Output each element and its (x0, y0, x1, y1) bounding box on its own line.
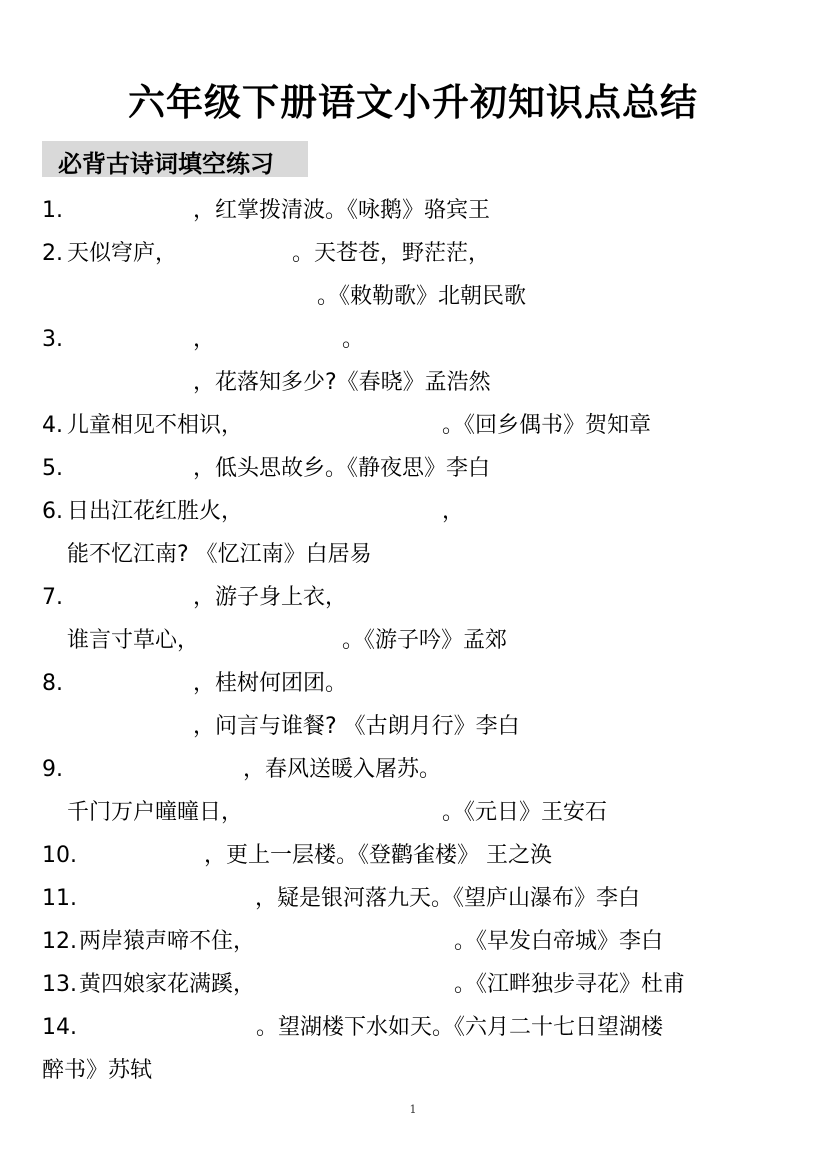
poem-line-4-number: 4. (42, 413, 63, 438)
poem-line-14-text: 。望湖楼下水如天。《六月二十七日望湖楼 (256, 1015, 664, 1040)
poem-line-4-text-b: 。《回乡偶书》贺知章 (442, 413, 652, 438)
poem-line-10-text: ，更上一层楼。《登鹳雀楼》 王之涣 (204, 843, 552, 868)
poem-line-8-text: ，桂树何团团。 (193, 671, 348, 696)
poem-line-7-text: ，游子身上衣， (193, 585, 348, 610)
page-number: 1 (409, 1103, 417, 1116)
poem-line-2-continued: 。《敕勒歌》北朝民歌 (317, 284, 527, 309)
poem-line-5-text: ，低头思故乡。《静夜思》李白 (193, 456, 491, 481)
poem-line-3-number: 3. (42, 327, 63, 352)
poem-line-11-number: 11. (42, 886, 77, 911)
poem-line-12-number: 12. (42, 929, 77, 954)
poem-line-3-continued: ，花落知多少?《春晓》孟浩然 (193, 370, 491, 395)
poem-line-14-number: 14. (42, 1015, 77, 1040)
poem-line-7-continued-a: 谁言寸草心， (67, 628, 200, 653)
poem-line-1-text: ，红掌拨清波。《咏鹅》骆宾王 (193, 198, 491, 223)
poem-line-11-text: ，疑是银河落九天。《望庐山瀑布》李白 (255, 886, 641, 911)
poem-line-14-continued: 醉书》苏轼 (42, 1058, 153, 1083)
poem-line-9-continued-a: 千门万户曈曈日， (67, 800, 244, 825)
poem-line-8-continued: ，问言与谁餐? 《古朗月行》李白 (193, 714, 520, 739)
poem-line-13-text-a: 黄四娘家花满蹊， (79, 972, 256, 997)
poem-line-1-number: 1. (42, 198, 63, 223)
poem-line-2-text-a: 天似穹庐， (67, 241, 178, 266)
poem-line-9-text: ，春风送暖入屠苏。 (243, 757, 442, 782)
poem-line-3-text-b: 。 (342, 327, 365, 352)
poem-line-6-text-a: 日出江花红胜火， (67, 499, 244, 524)
section-heading-label: 必背古诗词填空练习 (58, 150, 274, 178)
poem-line-6-text-b: ， (442, 499, 465, 524)
poem-line-12-text-a: 两岸猿声啼不住， (79, 929, 256, 954)
poem-line-12-text-b: 。《早发白帝城》李白 (454, 929, 664, 954)
section-heading (42, 141, 308, 177)
poem-line-8-number: 8. (42, 671, 63, 696)
poem-line-7-continued-b: 。《游子吟》孟郊 (342, 628, 508, 653)
poem-line-5-number: 5. (42, 456, 63, 481)
poem-line-6-continued: 能不忆江南? 《忆江南》白居易 (67, 542, 372, 567)
poem-line-10-number: 10. (42, 843, 77, 868)
poem-line-7-number: 7. (42, 585, 63, 610)
poem-line-6-number: 6. (42, 499, 63, 524)
poem-line-9-number: 9. (42, 757, 63, 782)
poem-line-3-text-a: ， (193, 327, 216, 352)
poem-line-13-text-b: 。《江畔独步寻花》杜甫 (454, 972, 686, 997)
poem-line-2-text-b: 。天苍苍，野茫茫， (292, 241, 491, 266)
poem-line-9-continued-b: 。《元日》王安石 (442, 800, 608, 825)
page-title: 六年级下册语文小升初知识点总结 (128, 81, 698, 124)
poem-line-4-text-a: 儿童相见不相识， (67, 413, 244, 438)
poem-line-13-number: 13. (42, 972, 77, 997)
poem-line-2-number: 2. (42, 241, 63, 266)
